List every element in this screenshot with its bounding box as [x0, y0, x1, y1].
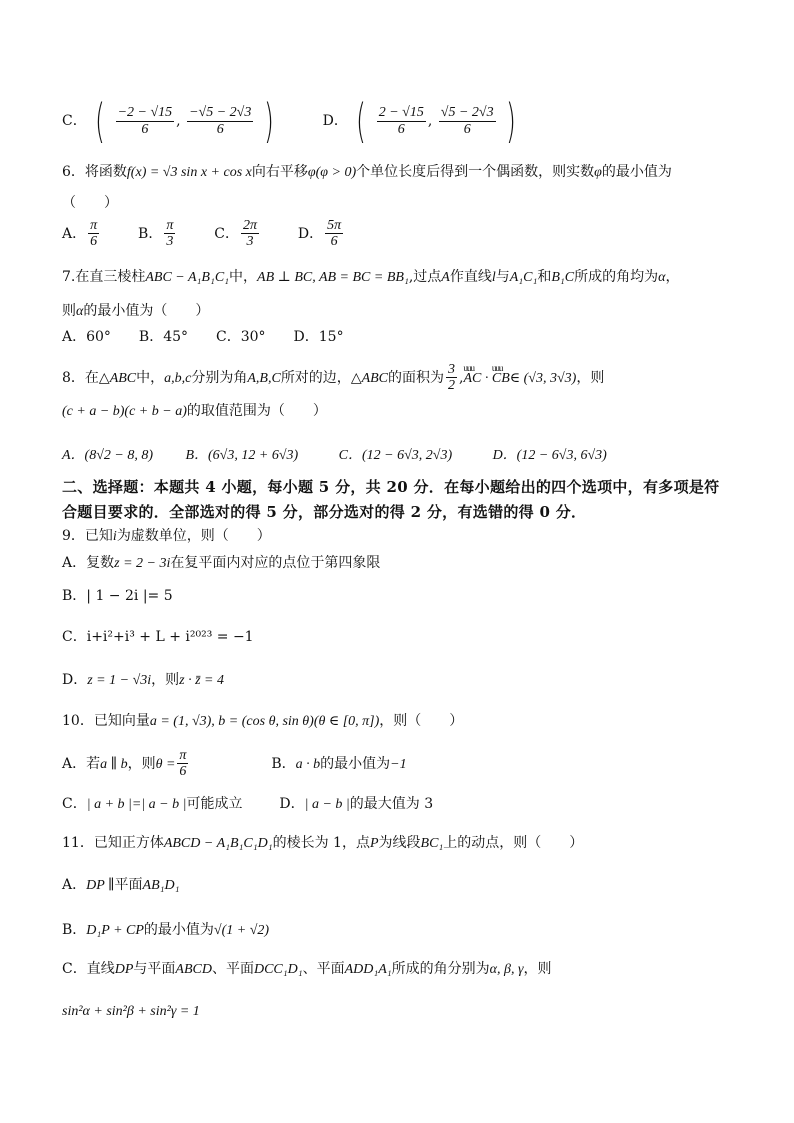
q9-option-a: A．复数z = 2 − 3i在复平面内对应的点位于第四象限	[62, 555, 381, 571]
q6-stem: 6．将函数f(x) = √3 sin x + cos x向右平移φ(φ > 0)个单位长度后得到一个偶函数，则实数φ的最小值为	[62, 164, 672, 180]
q5-d-frac2: $\frac{√5 - 2√3}{6}$	[440, 105, 494, 137]
q11-option-c-equation: sin²α + sin²β + sin²γ = 1	[62, 1004, 200, 1019]
q9-stem: 9．已知i为虚数单位，则（ ）	[62, 528, 271, 544]
q9-option-b: B．| 1 − 2i |= 5	[62, 588, 173, 604]
q11-option-b: B．D₁P + CP的最小值为√(1 + √2)	[62, 922, 270, 938]
q5-option-d-label: D．	[322, 113, 348, 129]
q6-blank: （ ）	[62, 195, 118, 211]
q11-stem: 11．已知正方体ABCD − A₁B₁C₁D₁的棱长为 1，点P为线段BC₁上的动点，则（ ）	[62, 835, 584, 851]
q5-option-c-label: C．	[62, 113, 87, 129]
q10-stem: 10．已知向量a = (1, √3), b = (cos θ, sin θ)(θ ∈ [0, π])，则（ ）	[62, 713, 464, 729]
q7-options: A．60° B．45° C．30° D．15°	[62, 329, 344, 345]
q8-stem-line2: (c + a − b)(c + b − a)的取值范围为（ ）	[62, 403, 327, 419]
q10-options-cd: C．| a + b |=| a − b |可能成立 D．| a − b |的最大值为 3	[62, 796, 434, 812]
q5-d-frac1: $\frac{2 - √15}{6}$	[378, 105, 424, 137]
q5-options: C． ( $\frac{-2 - √15}{6}$ , $\frac{-√5 - 2√3}{6}$ ) D． ( $\frac{2 - √15}{6}$ , $\frac{√5 - 2√3}{6}$ )	[62, 94, 516, 148]
q8-options: A．(8√2 − 8, 8) B．(6√3, 12 + 6√3) C．(12 − 6√3, 2√3) D．(12 − 6√3, 6√3)	[62, 448, 607, 463]
q7-stem-line1: 7.在直三棱柱ABC − A₁B₁C₁中，AB ⊥ BC, AB = BC = BB₁,过点A作直线l与A₁C₁和B₁C所成的角均为α，	[62, 269, 680, 285]
q5-c-frac1: $\frac{-2 - √15}{6}$	[117, 105, 173, 137]
section2-line1: 二、选择题：本题共 4 小题，每小题 5 分，共 20 分．在每小题给出的四个选项中，有多项是符	[62, 478, 720, 496]
q7-stem-line2: 则α的最小值为（ ）	[62, 303, 210, 319]
q9-option-c: C．i+i²+i³ + L + i²⁰²³ = −1	[62, 629, 254, 645]
q10-options-ab: A．若a ∥ b，则θ = $\frac{\pi}{6}$ B．a · b的最小值为−1	[62, 748, 407, 780]
q11-option-c: C．直线DP与平面ABCD、平面DCC₁D₁、平面ADD₁A₁所成的角分别为α, β, γ，则	[62, 961, 552, 977]
q5-c-frac2: $\frac{-√5 - 2√3}{6}$	[189, 105, 252, 137]
q11-option-a: A．DP ∥平面AB₁D₁	[62, 877, 180, 893]
q8-stem-line1: 8．在△ABC中，a,b,c分别为角A,B,C所对的边，△ABC的面积为 $\frac{3}{2}$ ,uuu AC · uuu CB∈ (√3, 3√3)，则	[62, 362, 604, 394]
section2-line2: 合题目要求的．全部选对的得 5 分，部分选对的得 2 分，有选错的得 0 分．	[62, 503, 587, 521]
q6-options: A． $\frac{\pi}{6}$ B． $\frac{\pi}{3}$ C． $\frac{2\pi}{3}$ D． $\frac{5\pi}{6}$	[62, 218, 342, 250]
q9-option-d: D．z = 1 − √3i，则z · z̄ = 4	[62, 672, 224, 688]
